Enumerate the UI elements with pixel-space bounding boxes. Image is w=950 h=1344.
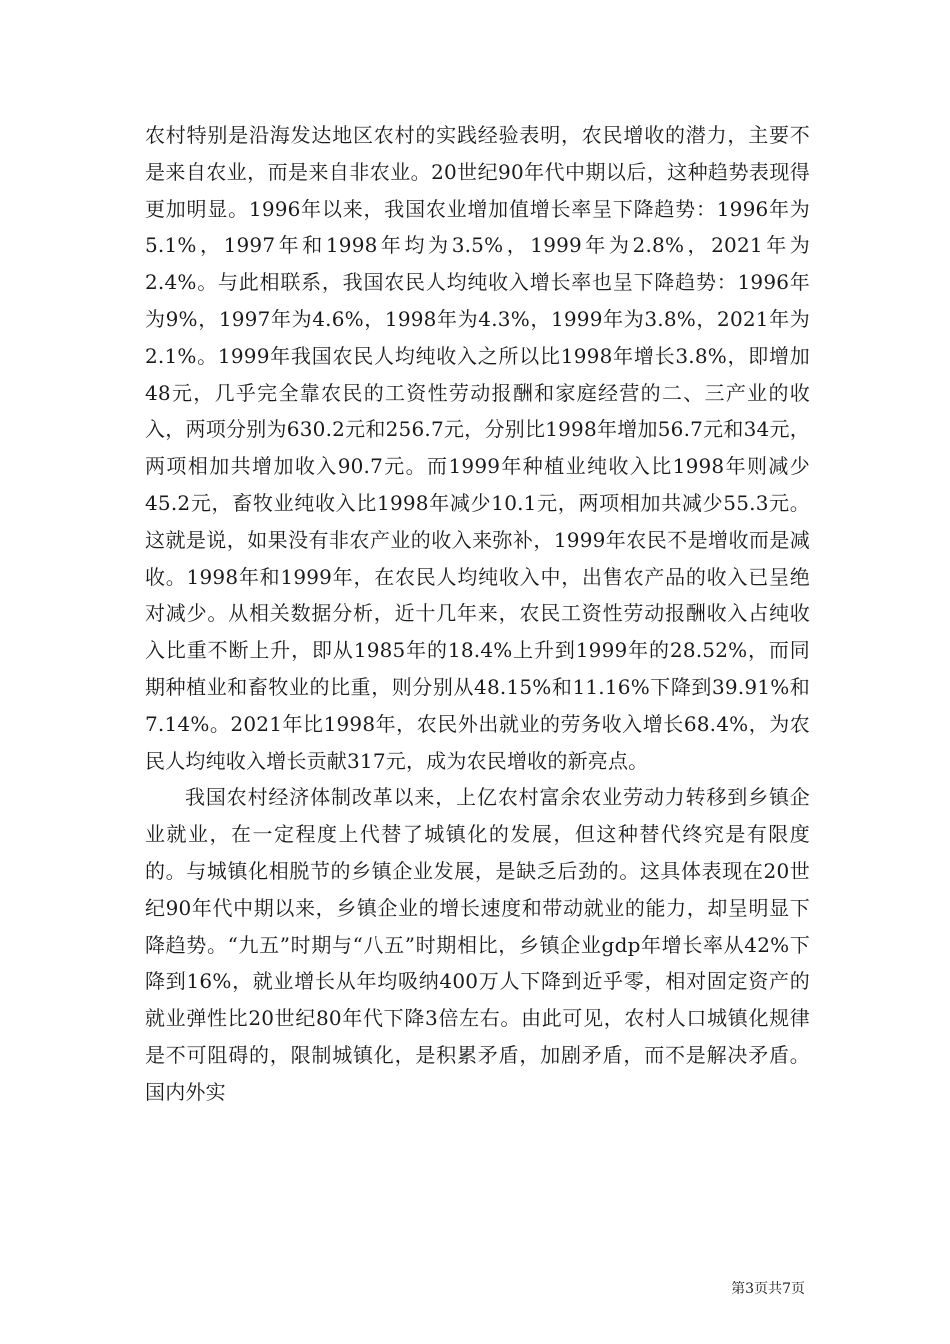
body-text	[145, 117, 810, 1111]
page-indicator: 第3页共7页	[731, 1281, 805, 1297]
paragraph-1: 农村特别是沿海发达地区农村的实践经验表明，农民增收的潜力，主要不是来自农业，而是来自非农业。20世纪90年代中期以后，这种趋势表现得更加明显。1996年以来，我国农业增加值增长率呈下降趋势：1996年为5.1%，1997年和1998年均为3.5%，1999年为2.8%，2021年为2.4%。与此相联系，我国农民人均纯收入增长率也呈下降趋势：1996年为9%，1997年为4.6%，1998年为4.3%，1999年为3.8%，2021年为2.1%。1999年我国农民人均纯收入之所以比1998年增长3.8%，即增加48元，几乎完全靠农民的工资性劳动报酬和家庭经营的二、三产业的收入，两项分别为630.2元和256.7元，分别比1998年增加56.7元和34元，两项相加共增加收入90.7元。而1999年种植业纯收入比1998年则减少45.2元，畜牧业纯收入比1998年减少10.1元，两项相加共减少55.3元。这就是说，如果没有非农产业的收入来弥补，1999年农民不是增收而是减收。1998年和1999年，在农民人均纯收入中，出售农产品的收入已呈绝对减少。从相关数据分析，近十几年来，农民工资性劳动报酬收入占纯收入比重不断上升，即从1985年的18.4%上升到1999年的28.52%，而同期种植业和畜牧业的比重，则分别从48.15%和11.16%下降到39.91%和7.14%。2021年比1998年，农民外出就业的劳务收入增长68.4%，为农民人均纯收入增长贡献317元，成为农民增收的新亮点。	[145, 123, 810, 773]
paragraph-2: 我国农村经济体制改革以来，上亿农村富余农业劳动力转移到乡镇企业就业，在一定程度上代替了城镇化的发展，但这种替代终究是有限度的。与城镇化相脱节的乡镇企业发展，是缺乏后劲的。这具体表现在20世纪90年代中期以来，乡镇企业的增长速度和带动就业的能力，却呈明显下降趋势。“九五”时期与“八五”时期相比，乡镇企业gdp年增长率从42%下降到16%，就业增长从年均吸纳400万人下降到近乎零，相对固定资产的就业弹性比20世纪80年代下降3倍左右。由此可见，农村人口城镇化规律是不可阻碍的，限制城镇化，是积累矛盾，加剧矛盾，而不是解决矛盾。国内外实	[145, 785, 810, 1104]
